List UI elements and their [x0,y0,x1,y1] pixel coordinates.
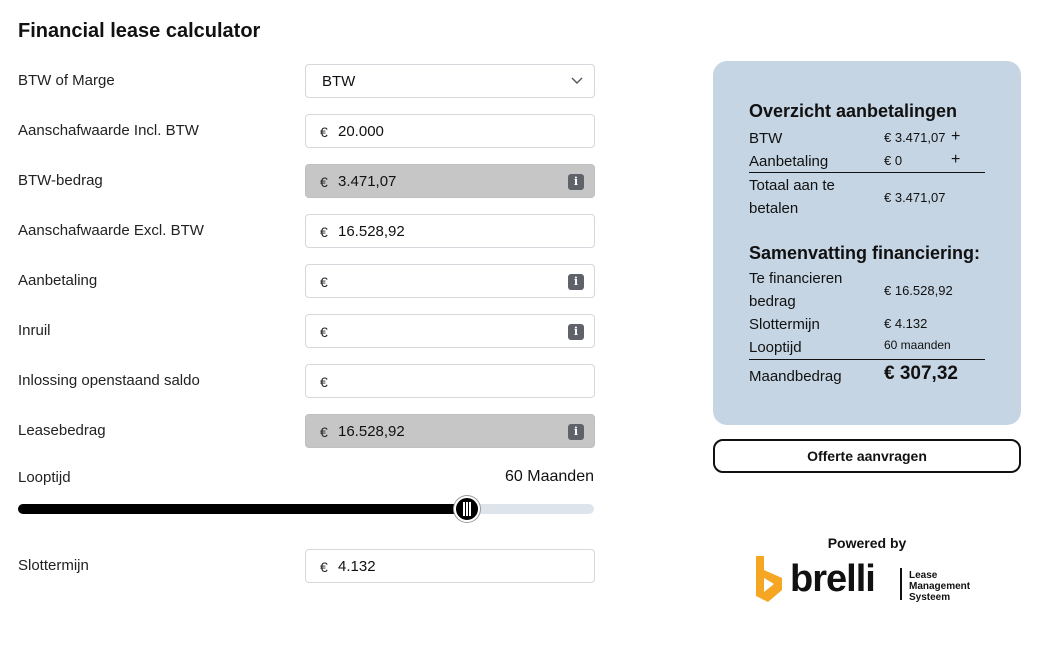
summary-slot-label: Slottermijn [749,316,820,333]
row-leasebedrag [18,414,595,448]
tagline-line-2: Management [909,581,971,592]
summary-row-maandbedrag [749,363,985,391]
summary-row-totaal [749,174,985,220]
brelli-logo [752,554,984,608]
summary-aanbetaling-value: € 0 [884,153,903,168]
summary-looptijd-label: Looptijd [749,339,802,356]
tagline-line-3: Systeem [909,592,951,603]
euro-sign: € [320,374,328,390]
euro-sign: € [320,174,328,190]
brelli-logo-word: brelli [790,558,875,600]
aanschaf-incl-input[interactable] [305,114,595,148]
summary-row-aanbetaling [749,150,985,173]
logo-divider [900,568,902,600]
summary-aanbetaling-label: Aanbetaling [749,153,829,170]
aanbetalingen-title: Overzicht aanbetalingen [749,101,958,121]
btw-bedrag-label: BTW-bedrag [18,172,103,189]
btw-marge-value: BTW [322,73,356,90]
summary-row-slottermijn [749,313,985,336]
inruil-label: Inruil [18,322,51,339]
euro-sign: € [320,324,328,340]
btw-bedrag-input [305,164,595,198]
summary-maand-label: Maandbedrag [749,368,842,385]
aanbetaling-input[interactable] [305,264,595,298]
leasebedrag-value: 16.528,92 [338,423,405,440]
aanschaf-incl-value: 20.000 [338,123,384,140]
euro-sign: € [320,124,328,140]
summary-btw-label: BTW [749,130,783,147]
powered-by-label: Powered by [827,535,907,551]
inruil-input[interactable] [305,314,595,348]
summary-totaal-value: € 3.471,07 [884,190,946,205]
aanbetaling-label: Aanbetaling [18,272,98,289]
slider-fill [18,504,467,514]
slider-thumb[interactable] [454,496,480,522]
looptijd-value: 60 Maanden [505,468,594,485]
looptijd-slider[interactable] [18,504,594,514]
chevron-down-icon [570,73,584,87]
financiering-title: Samenvatting financiering: [749,243,981,263]
row-slottermijn [18,549,595,583]
row-inruil [18,314,595,348]
summary-slot-value: € 4.132 [884,316,928,331]
summary-row-looptijd [749,336,985,360]
aanschaf-excl-label: Aanschafwaarde Excl. BTW [18,222,204,239]
inlossing-input[interactable] [305,364,595,398]
row-aanschaf-incl [18,114,595,148]
leasebedrag-input [305,414,595,448]
info-icon[interactable]: i [568,174,584,190]
euro-sign: € [320,224,328,240]
grip-icon [463,502,471,516]
row-aanschaf-excl [18,214,595,248]
btw-marge-select[interactable] [305,64,595,98]
brelli-logo-tagline [909,570,970,603]
summary-btw-value: € 3.471,07 [884,130,946,145]
aanschaf-excl-input[interactable] [305,214,595,248]
row-btw-marge [18,64,595,98]
summary-panel [713,61,1021,425]
row-inlossing [18,364,595,398]
euro-sign: € [320,274,328,290]
btw-bedrag-value: 3.471,07 [338,173,397,190]
summary-totaal-label: Totaal aan te betalen [749,177,835,217]
btw-marge-label: BTW of Marge [18,72,115,89]
aanschaf-excl-value: 16.528,92 [338,223,405,240]
inlossing-label: Inlossing openstaand saldo [18,372,200,389]
slottermijn-value: 4.132 [338,558,376,575]
brelli-logo-icon [752,556,788,604]
tagline-line-1: Lease [909,570,938,581]
offerte-aanvragen-button[interactable]: Offerte aanvragen [713,439,1021,473]
page-title: Financial lease calculator [18,20,261,42]
info-icon[interactable]: i [568,274,584,290]
summary-maand-value: € 307,32 [884,363,958,384]
info-icon[interactable]: i [568,324,584,340]
plus-sign: + [951,128,961,145]
slottermijn-input[interactable] [305,549,595,583]
summary-looptijd-value: 60 maanden [884,338,951,352]
row-aanbetaling [18,264,595,298]
summary-te-fin-value: € 16.528,92 [884,283,953,298]
euro-sign: € [320,559,328,575]
info-icon[interactable]: i [568,424,584,440]
row-btw-bedrag [18,164,595,198]
summary-row-te-financieren [749,267,985,313]
plus-sign: + [951,151,961,168]
euro-sign: € [320,424,328,440]
summary-row-btw [749,127,985,150]
summary-te-fin-label: Te financieren bedrag [749,270,843,310]
looptijd-label: Looptijd [18,469,71,486]
slottermijn-label: Slottermijn [18,557,89,574]
aanschaf-incl-label: Aanschafwaarde Incl. BTW [18,122,199,139]
leasebedrag-label: Leasebedrag [18,422,106,439]
